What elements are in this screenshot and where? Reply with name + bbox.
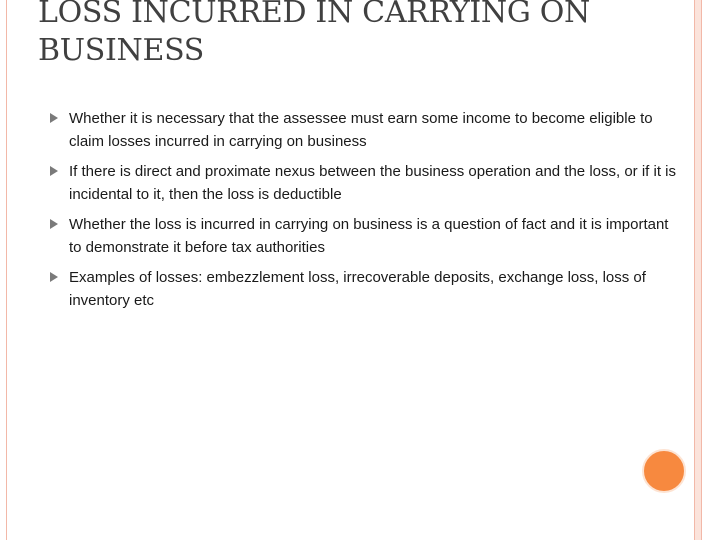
bullet-arrow-icon [50, 219, 58, 229]
decorative-circle-icon [642, 449, 686, 493]
bullet-arrow-icon [50, 166, 58, 176]
bullet-text: Examples of losses: embezzlement loss, irrecoverable deposits, exchange loss, loss of inventory etc [69, 269, 646, 309]
bullet-text: Whether it is necessary that the assessee must earn some income to become eligible to claim losses incurred in carrying on business [69, 110, 653, 150]
bullet-item [50, 267, 680, 312]
bullet-arrow-icon [50, 272, 58, 282]
bullet-text: Whether the loss is incurred in carrying on business is a question of fact and it is important to demonstrate it before tax authorities [69, 216, 669, 256]
slide-title: LOSS INCURRED IN CARRYING ON BUSINESS [38, 0, 590, 68]
left-frame-line [6, 0, 7, 540]
bullet-item [50, 108, 680, 153]
right-frame-band [694, 0, 702, 540]
bullet-item [50, 161, 680, 206]
bullet-item [50, 214, 680, 259]
bullet-arrow-icon [50, 113, 58, 123]
bullet-text: If there is direct and proximate nexus between the business operation and the loss, or if it is incidental to it, then the loss is deductible [69, 163, 677, 203]
bullet-list [50, 108, 680, 320]
